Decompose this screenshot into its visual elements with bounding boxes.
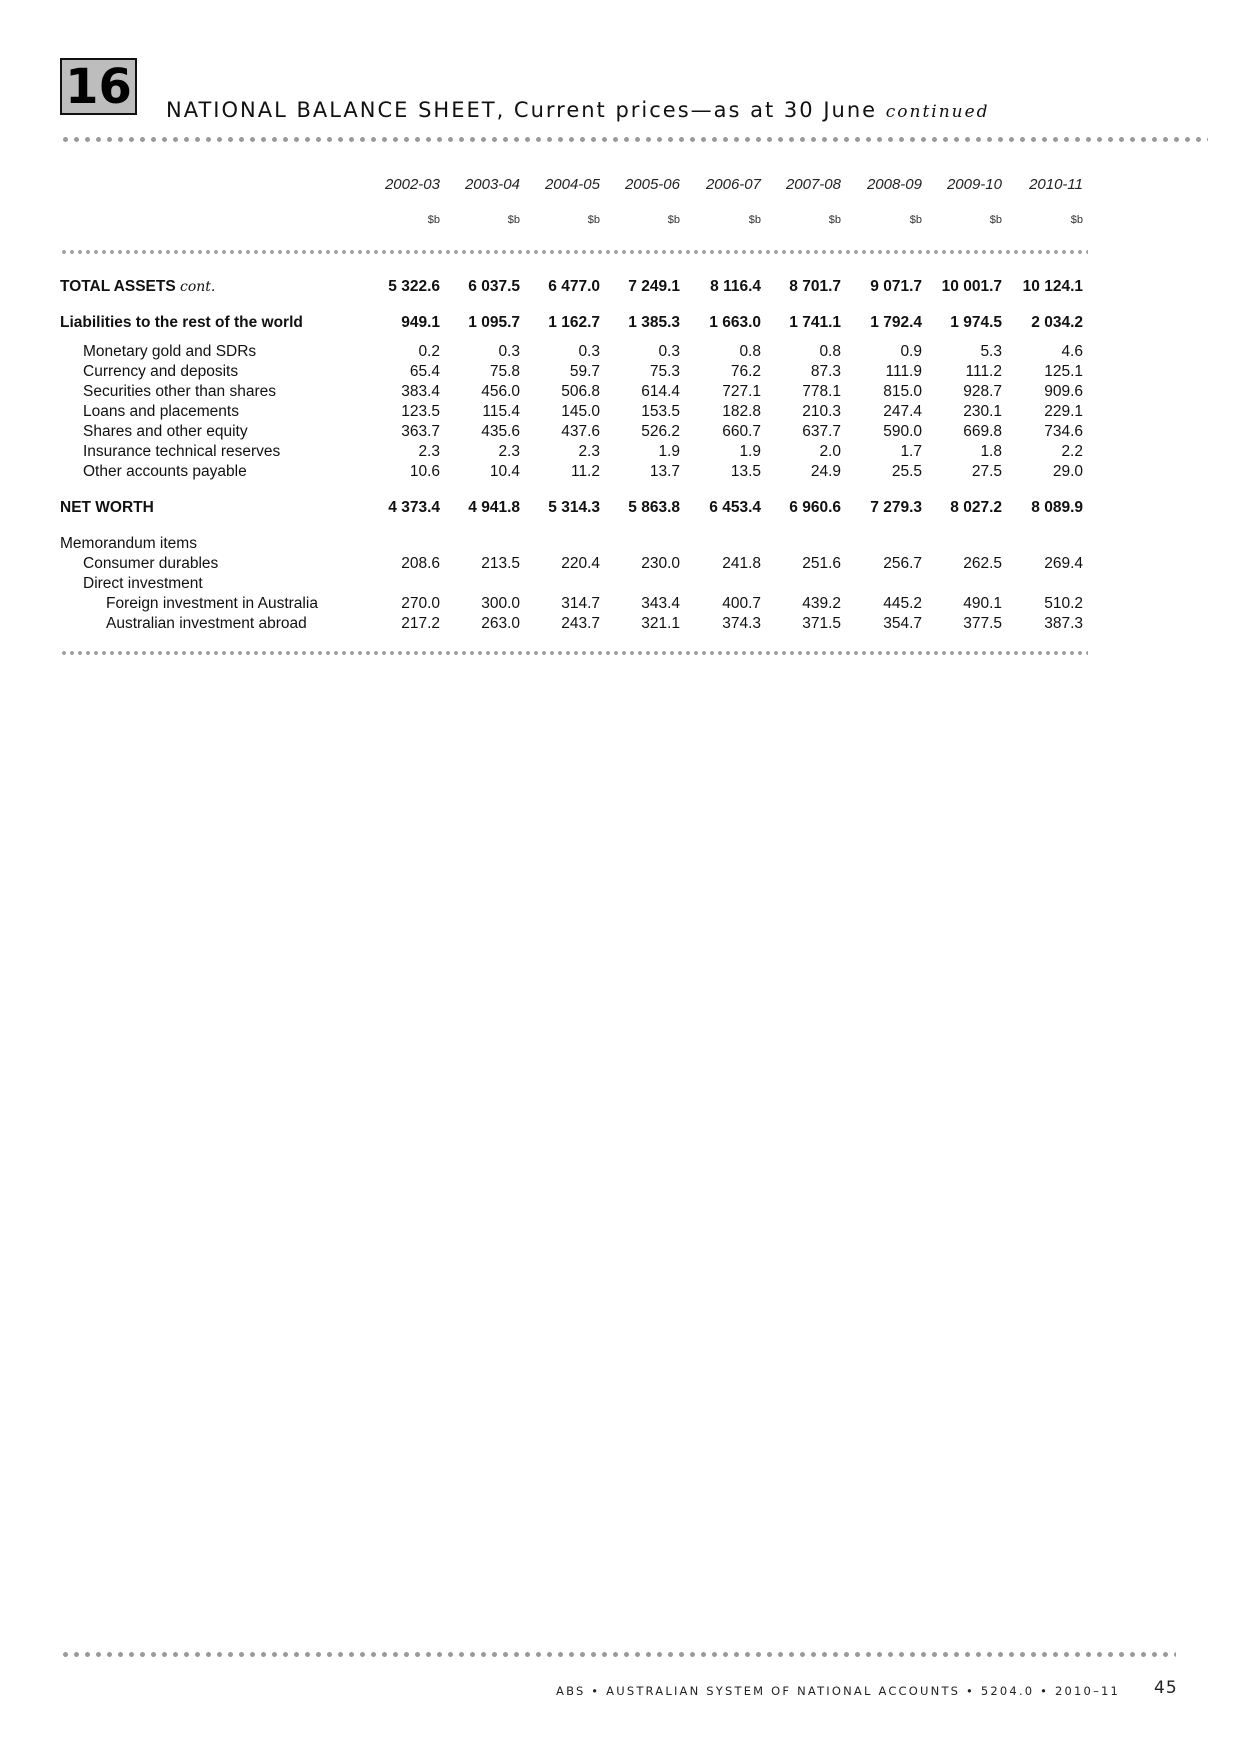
table-cell: 125.1 xyxy=(1044,363,1083,380)
table-cell: 5 863.8 xyxy=(628,499,680,516)
row-label-suffix: cont. xyxy=(180,279,216,295)
row-label-text: Monetary gold and SDRs xyxy=(83,343,257,360)
row-label xyxy=(60,278,215,296)
table-cell: 208.6 xyxy=(401,555,440,572)
table-cell: 669.8 xyxy=(963,423,1002,440)
table-cell: 363.7 xyxy=(401,423,440,440)
table-cell: 115.4 xyxy=(482,403,520,420)
row-label-text: Consumer durables xyxy=(83,555,219,572)
table-cell: 269.4 xyxy=(1044,555,1083,572)
column-header-year: 2009-10 xyxy=(946,176,1002,193)
table-cell: 241.8 xyxy=(722,555,761,572)
table-cell: 75.3 xyxy=(649,363,680,380)
table-cell: 247.4 xyxy=(883,403,922,420)
table-cell: 76.2 xyxy=(730,363,761,380)
table-cell: 0.2 xyxy=(418,343,440,360)
column-header-year: 2003-04 xyxy=(464,176,520,193)
table-cell: 182.8 xyxy=(722,403,761,420)
row-label-text: Insurance technical reserves xyxy=(83,443,281,460)
column-header-unit: $b xyxy=(989,214,1002,226)
table-cell: 10.4 xyxy=(489,463,520,480)
unit-header-row xyxy=(0,214,1240,232)
column-header-unit: $b xyxy=(667,214,680,226)
table-row xyxy=(0,423,1240,443)
table-cell: 949.1 xyxy=(401,314,440,331)
table-cell: 0.8 xyxy=(819,343,841,360)
row-label xyxy=(83,363,238,381)
column-header-year: 2008-09 xyxy=(866,176,922,193)
table-cell: 371.5 xyxy=(802,615,841,632)
column-header-year: 2002-03 xyxy=(384,176,440,193)
table-row xyxy=(0,314,1240,334)
table-cell: 7 279.3 xyxy=(870,499,922,516)
table-cell: 5.3 xyxy=(980,343,1002,360)
table-cell: 0.3 xyxy=(658,343,680,360)
page-title xyxy=(166,98,990,122)
table-cell: 778.1 xyxy=(802,383,841,400)
title-continued: continued xyxy=(885,102,990,122)
table-cell: 262.5 xyxy=(963,555,1002,572)
table-row xyxy=(0,555,1240,575)
title-text: NATIONAL BALANCE SHEET, Current prices—as at 30 June xyxy=(166,98,878,122)
table-cell: 220.4 xyxy=(561,555,600,572)
table-cell: 2.0 xyxy=(819,443,841,460)
table-cell: 400.7 xyxy=(722,595,761,612)
table-cell: 2.3 xyxy=(578,443,600,460)
table-bottom-divider xyxy=(60,651,1088,655)
table-cell: 435.6 xyxy=(481,423,520,440)
row-label-text: NET WORTH xyxy=(60,499,154,516)
page-number: 45 xyxy=(1154,1678,1178,1698)
table-cell: 300.0 xyxy=(481,595,520,612)
table-cell: 5 322.6 xyxy=(388,278,440,295)
table-cell: 1.9 xyxy=(739,443,761,460)
row-label xyxy=(60,499,154,517)
table-cell: 2.3 xyxy=(418,443,440,460)
column-header-year: 2010-11 xyxy=(1029,176,1083,193)
table-cell: 6 453.4 xyxy=(709,499,761,516)
column-header-unit: $b xyxy=(748,214,761,226)
table-cell: 1 162.7 xyxy=(548,314,600,331)
row-label-text: Securities other than shares xyxy=(83,383,276,400)
row-label xyxy=(60,535,197,553)
table-cell: 928.7 xyxy=(963,383,1002,400)
row-label-text: Foreign investment in Australia xyxy=(106,595,318,612)
row-label-text: Liabilities to the rest of the world xyxy=(60,314,303,331)
table-row xyxy=(0,595,1240,615)
table-cell: 815.0 xyxy=(883,383,922,400)
row-label xyxy=(83,463,247,481)
table-cell: 374.3 xyxy=(722,615,761,632)
table-cell: 439.2 xyxy=(802,595,841,612)
table-cell: 210.3 xyxy=(802,403,841,420)
table-cell: 10 001.7 xyxy=(941,278,1002,295)
table-cell: 29.0 xyxy=(1052,463,1083,480)
table-cell: 1 974.5 xyxy=(950,314,1002,331)
table-row xyxy=(0,463,1240,483)
table-cell: 660.7 xyxy=(722,423,761,440)
column-header-year: 2006-07 xyxy=(705,176,761,193)
row-label xyxy=(83,423,248,441)
footer-text: ABS • AUSTRALIAN SYSTEM OF NATIONAL ACCOUNTS • 5204.0 • 2010–11 xyxy=(556,1684,1121,1698)
row-label-text: Memorandum items xyxy=(60,535,197,552)
table-cell: 0.3 xyxy=(578,343,600,360)
table-cell: 445.2 xyxy=(883,595,922,612)
table-cell: 11.2 xyxy=(570,463,600,480)
row-label xyxy=(83,443,280,461)
table-cell: 243.7 xyxy=(561,615,600,632)
table-cell: 2.3 xyxy=(498,443,520,460)
table-row xyxy=(0,278,1240,298)
table-cell: 0.3 xyxy=(498,343,520,360)
table-cell: 263.0 xyxy=(481,615,520,632)
footer-divider xyxy=(60,1652,1176,1657)
table-cell: 145.0 xyxy=(561,403,600,420)
row-label-text: Australian investment abroad xyxy=(106,615,307,632)
table-cell: 1 385.3 xyxy=(628,314,680,331)
table-cell: 111.9 xyxy=(885,363,922,380)
table-row xyxy=(0,343,1240,363)
table-row xyxy=(0,575,1240,595)
row-label-text: TOTAL ASSETS xyxy=(60,278,176,295)
column-header-unit: $b xyxy=(507,214,520,226)
column-header-year: 2004-05 xyxy=(544,176,600,193)
column-header-unit: $b xyxy=(587,214,600,226)
column-header-unit: $b xyxy=(828,214,841,226)
table-cell: 727.1 xyxy=(722,383,761,400)
table-cell: 6 037.5 xyxy=(468,278,520,295)
table-cell: 387.3 xyxy=(1044,615,1083,632)
table-cell: 7 249.1 xyxy=(628,278,680,295)
table-cell: 217.2 xyxy=(401,615,440,632)
column-header-year: 2007-08 xyxy=(785,176,841,193)
table-cell: 526.2 xyxy=(641,423,680,440)
table-cell: 377.5 xyxy=(963,615,1002,632)
table-cell: 590.0 xyxy=(883,423,922,440)
table-top-divider xyxy=(60,250,1088,254)
table-cell: 0.8 xyxy=(739,343,761,360)
row-label xyxy=(106,595,318,613)
table-cell: 1.9 xyxy=(658,443,680,460)
table-cell: 8 116.4 xyxy=(710,278,761,295)
row-label xyxy=(83,575,203,593)
table-row xyxy=(0,363,1240,383)
table-cell: 6 477.0 xyxy=(548,278,600,295)
table-cell: 343.4 xyxy=(641,595,680,612)
column-header-year: 2005-06 xyxy=(624,176,680,193)
table-cell: 4 373.4 xyxy=(388,499,440,516)
table-cell: 10 124.1 xyxy=(1022,278,1083,295)
table-cell: 8 701.7 xyxy=(789,278,841,295)
table-cell: 8 089.9 xyxy=(1031,499,1083,516)
table-cell: 734.6 xyxy=(1044,423,1083,440)
table-cell: 490.1 xyxy=(963,595,1002,612)
row-label-text: Loans and placements xyxy=(83,403,239,420)
table-cell: 270.0 xyxy=(401,595,440,612)
table-cell: 909.6 xyxy=(1044,383,1083,400)
table-cell: 24.9 xyxy=(810,463,841,480)
table-cell: 230.1 xyxy=(963,403,1002,420)
table-row xyxy=(0,383,1240,403)
header-divider xyxy=(60,137,1208,142)
table-cell: 251.6 xyxy=(802,555,841,572)
row-label-text: Currency and deposits xyxy=(83,363,239,380)
table-cell: 75.8 xyxy=(489,363,520,380)
table-cell: 229.1 xyxy=(1044,403,1083,420)
column-header-unit: $b xyxy=(427,214,440,226)
table-cell: 506.8 xyxy=(561,383,600,400)
table-cell: 1.7 xyxy=(900,443,922,460)
table-cell: 614.4 xyxy=(641,383,680,400)
table-cell: 1 663.0 xyxy=(709,314,761,331)
column-header-unit: $b xyxy=(909,214,922,226)
table-cell: 9 071.7 xyxy=(870,278,922,295)
table-cell: 4 941.8 xyxy=(468,499,520,516)
table-cell: 0.9 xyxy=(900,343,922,360)
row-label-text: Shares and other equity xyxy=(83,423,248,440)
table-number-badge: 16 xyxy=(60,58,137,115)
table-cell: 153.5 xyxy=(641,403,680,420)
table-cell: 2.2 xyxy=(1061,443,1083,460)
table-cell: 383.4 xyxy=(401,383,440,400)
table-cell: 10.6 xyxy=(409,463,440,480)
table-row xyxy=(0,443,1240,463)
table-cell: 13.7 xyxy=(649,463,680,480)
table-cell: 123.5 xyxy=(401,403,440,420)
row-label xyxy=(83,555,218,573)
table-cell: 25.5 xyxy=(891,463,922,480)
table-cell: 354.7 xyxy=(883,615,922,632)
table-cell: 5 314.3 xyxy=(548,499,600,516)
column-header-unit: $b xyxy=(1070,214,1083,226)
row-label xyxy=(106,615,307,633)
row-label-text: Other accounts payable xyxy=(83,463,247,480)
table-row xyxy=(0,403,1240,423)
table-cell: 59.7 xyxy=(569,363,600,380)
table-cell: 213.5 xyxy=(481,555,520,572)
table-row xyxy=(0,535,1240,555)
table-cell: 1 741.1 xyxy=(789,314,841,331)
table-row xyxy=(0,615,1240,635)
table-cell: 230.0 xyxy=(641,555,680,572)
table-cell: 111.2 xyxy=(965,363,1002,380)
table-cell: 321.1 xyxy=(641,615,680,632)
table-cell: 87.3 xyxy=(810,363,841,380)
table-cell: 637.7 xyxy=(802,423,841,440)
table-cell: 1 095.7 xyxy=(468,314,520,331)
table-cell: 2 034.2 xyxy=(1031,314,1083,331)
row-label xyxy=(83,403,239,421)
table-row xyxy=(0,499,1240,519)
table-cell: 256.7 xyxy=(883,555,922,572)
table-cell: 4.6 xyxy=(1061,343,1083,360)
table-cell: 456.0 xyxy=(481,383,520,400)
table-cell: 27.5 xyxy=(971,463,1002,480)
table-cell: 13.5 xyxy=(730,463,761,480)
row-label xyxy=(60,314,303,332)
row-label-text: Direct investment xyxy=(83,575,203,592)
table-cell: 6 960.6 xyxy=(789,499,841,516)
table-cell: 65.4 xyxy=(409,363,440,380)
table-cell: 314.7 xyxy=(561,595,600,612)
table-cell: 510.2 xyxy=(1044,595,1083,612)
table-cell: 8 027.2 xyxy=(950,499,1002,516)
row-label xyxy=(83,383,276,401)
row-label xyxy=(83,343,256,361)
table-cell: 1.8 xyxy=(980,443,1002,460)
table-cell: 1 792.4 xyxy=(870,314,922,331)
year-header-row xyxy=(0,176,1240,194)
table-cell: 437.6 xyxy=(561,423,600,440)
